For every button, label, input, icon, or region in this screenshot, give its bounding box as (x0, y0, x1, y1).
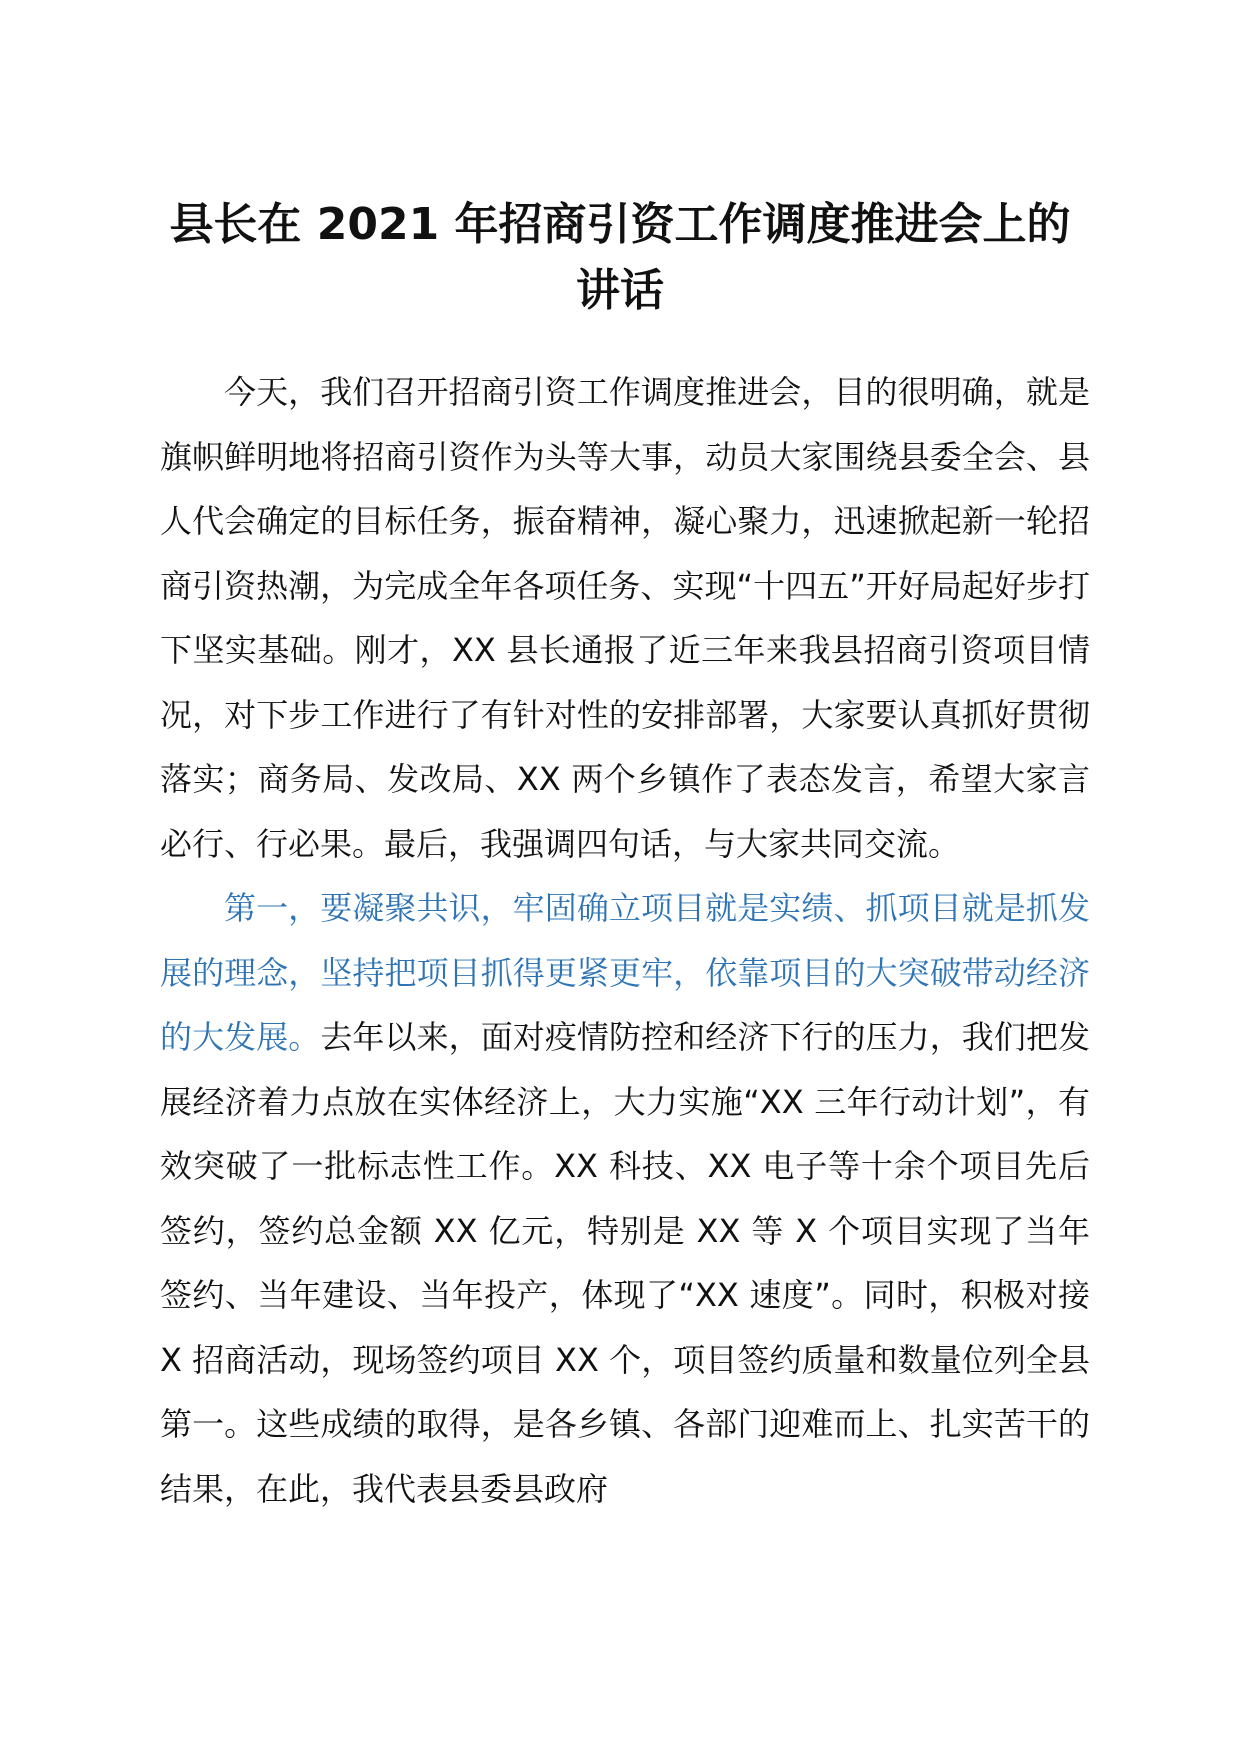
document-body (160, 360, 1090, 1521)
paragraph-intro-text: 今天，我们召开招商引资工作调度推进会，目的很明确，就是旗帜鲜明地将招商引资作为头等大事，动员大家围绕县委全会、县人代会确定的目标任务，振奋精神，凝心聚力，迅速掀起新一轮招商引资热潮，为完成全年各项任务、实现“十四五”开好局起好步打下坚实基础。刚才，XX 县长通报了近三年来我县招商引资项目情况，对下步工作进行了有针对性的安排部署，大家要认真抓好贯彻落实；商务局、发改局、XX 两个乡镇作了表态发言，希望大家言必行、行必果。最后，我强调四句话，与大家共同交流。 (160, 373, 1090, 863)
paragraph-first-point (160, 876, 1090, 1521)
title-line-1: 县长在 2021 年招商引资工作调度推进会上的 (169, 199, 1071, 250)
document-title (150, 192, 1090, 324)
paragraph-intro (160, 360, 1090, 876)
paragraph-first-point-text: 去年以来，面对疫情防控和经济下行的压力，我们把发展经济着力点放在实体经济上，大力实施“XX 三年行动计划”，有效突破了一批标志性工作。XX 科技、XX 电子等十余个项目先后签约，签约总金额 XX 亿元，特别是 XX 等 X 个项目实现了当年签约、当年建设、当年投产，体现了“XX 速度”。同时，积极对接 X 招商活动，现场签约项目 XX 个，项目签约质量和数量位列全县第一。这些成绩的取得，是各乡镇、各部门迎难而上、扎实苦干的结果，在此，我代表县委县政府 (160, 1018, 1090, 1508)
paragraph-first-point-heading: 第一，要凝聚共识，牢固确立项目就是实绩、抓项目就是抓发展的理念，坚持把项目抓得更紧更牢，依靠项目的大突破带动经济的大发展。 (160, 889, 1090, 1056)
title-line-2: 讲话 (576, 265, 664, 316)
